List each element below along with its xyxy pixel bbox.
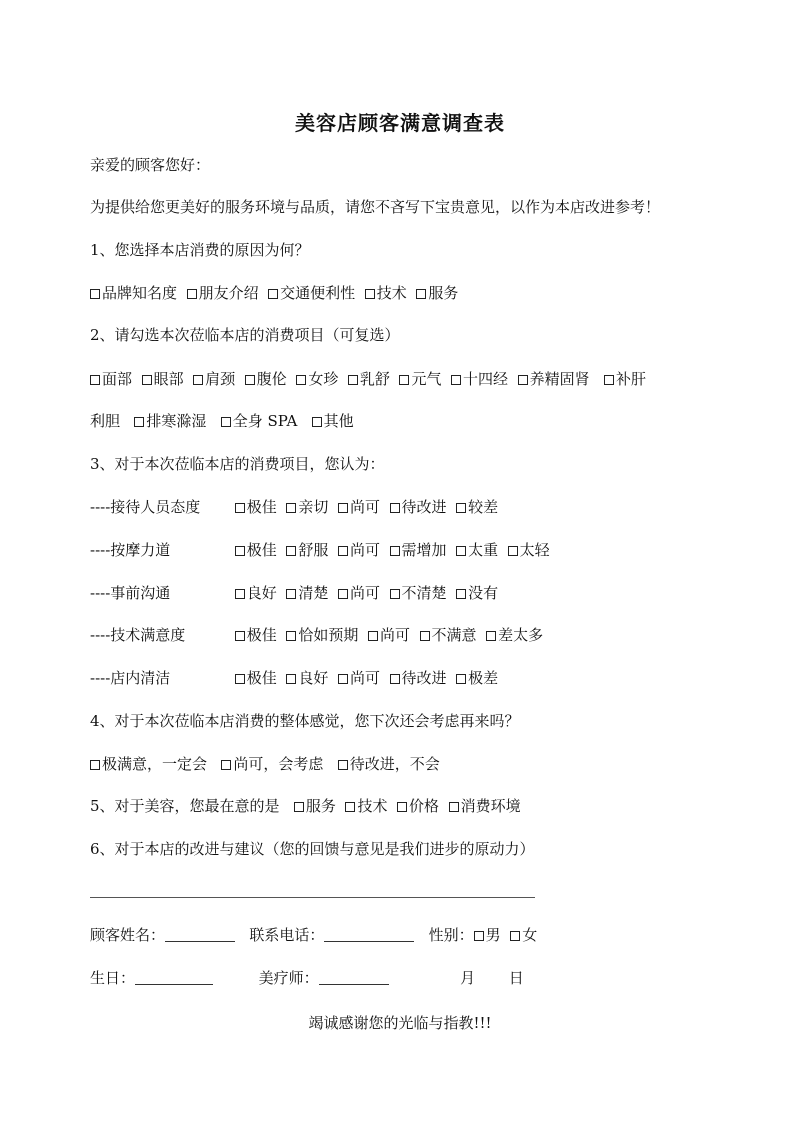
checkbox[interactable] <box>420 631 430 641</box>
q3-option[interactable]: 尚可 <box>333 668 380 688</box>
checkbox[interactable] <box>286 589 296 599</box>
q3-option[interactable]: 较差 <box>451 497 498 517</box>
checkbox[interactable] <box>235 631 245 641</box>
q1-option[interactable]: 品牌知名度 <box>90 283 177 303</box>
q5-option[interactable]: 技术 <box>341 796 388 816</box>
checkbox[interactable] <box>390 503 400 513</box>
q2-option[interactable]: 养精固肾 <box>513 369 590 389</box>
checkbox[interactable] <box>456 674 466 684</box>
q1-option[interactable]: 朋友介绍 <box>182 283 259 303</box>
checkbox[interactable] <box>286 503 296 513</box>
checkbox[interactable] <box>90 289 100 299</box>
q3-row-label: ----店内清洁 <box>90 669 171 687</box>
q3-row-label: ----按摩力道 <box>90 541 171 559</box>
checkbox[interactable] <box>294 802 304 812</box>
intro-text: 为提供给您更美好的服务环境与品质，请您不吝写下宝贵意见，以作为本店改进参考！ <box>90 198 661 216</box>
q2-option[interactable]: 肩颈 <box>188 369 235 389</box>
phone-field[interactable] <box>324 927 414 942</box>
q3-option[interactable]: 没有 <box>451 583 498 603</box>
q4-options <box>90 754 440 774</box>
checkbox[interactable] <box>245 375 255 385</box>
question-3: 3、对于本次莅临本店的消费项目，您认为： <box>90 455 385 473</box>
checkbox[interactable] <box>449 802 459 812</box>
checkbox[interactable] <box>221 760 231 770</box>
q2-option[interactable]: 面部 <box>90 369 132 389</box>
q5-option[interactable]: 价格 <box>392 796 439 816</box>
q5-option[interactable]: 消费环境 <box>444 796 521 816</box>
q1-option[interactable]: 技术 <box>360 283 407 303</box>
checkbox[interactable] <box>338 760 348 770</box>
checkbox[interactable] <box>90 760 100 770</box>
day-label: 日 <box>508 969 524 987</box>
checkbox[interactable] <box>456 589 466 599</box>
phone-label: 联系电话： <box>249 926 325 944</box>
gender-label: 性别： <box>428 926 474 944</box>
question-1: 1、您选择本店消费的原因为何？ <box>90 241 310 259</box>
checkbox[interactable] <box>345 802 355 812</box>
name-field[interactable] <box>165 927 235 942</box>
checkbox[interactable] <box>390 546 400 556</box>
q3-row <box>90 625 543 645</box>
q5-option[interactable]: 服务 <box>284 796 336 816</box>
q2-option[interactable]: 十四经 <box>446 369 508 389</box>
q3-option[interactable]: 亲切 <box>282 497 329 517</box>
q3-option[interactable]: 极佳 <box>235 625 277 645</box>
q1-options <box>90 283 458 303</box>
therapist-field[interactable] <box>319 970 389 985</box>
q3-row-label: ----技术满意度 <box>90 626 186 644</box>
q2-option[interactable]: 乳舒 <box>343 369 390 389</box>
q3-row <box>90 497 498 517</box>
checkbox[interactable] <box>187 289 197 299</box>
checkbox[interactable] <box>142 375 152 385</box>
q2-option[interactable]: 补肝 <box>594 369 646 389</box>
q4-option[interactable]: 极满意，一定会 <box>90 754 207 774</box>
checkbox[interactable] <box>451 375 461 385</box>
checkbox[interactable] <box>268 289 278 299</box>
q4-option[interactable]: 尚可，会考虑 <box>212 754 324 774</box>
contact-line <box>90 925 537 945</box>
q3-option[interactable]: 极差 <box>451 668 498 688</box>
q3-option[interactable]: 需增加 <box>385 540 447 560</box>
q2-option[interactable]: 全身 SPA <box>211 411 297 431</box>
q3-row-label: ----事前沟通 <box>90 584 171 602</box>
q3-option[interactable]: 良好 <box>282 668 329 688</box>
q2-option[interactable]: 女珍 <box>292 369 339 389</box>
q5-line <box>90 796 521 816</box>
q2-option[interactable]: 元气 <box>395 369 442 389</box>
checkbox[interactable] <box>235 674 245 684</box>
q3-option[interactable]: 尚可 <box>333 583 380 603</box>
greeting: 亲爱的顾客您好： <box>90 156 211 174</box>
q3-option[interactable]: 良好 <box>235 583 277 603</box>
checkbox[interactable] <box>486 631 496 641</box>
q1-option[interactable]: 交通便利性 <box>263 283 355 303</box>
q4-option[interactable]: 待改进，不会 <box>328 754 440 774</box>
page-title: 美容店顾客满意调查表 <box>295 111 505 135</box>
q2-option[interactable]: 其他 <box>302 411 354 431</box>
checkbox[interactable] <box>348 375 358 385</box>
checkbox[interactable] <box>365 289 375 299</box>
checkbox[interactable] <box>456 503 466 513</box>
q2-option[interactable]: 腹伦 <box>240 369 287 389</box>
checkbox[interactable] <box>235 546 245 556</box>
q3-option[interactable]: 差太多 <box>481 625 543 645</box>
checkbox[interactable] <box>397 802 407 812</box>
checkbox[interactable] <box>338 546 348 556</box>
therapist-label: 美疗师： <box>258 969 319 987</box>
checkbox[interactable] <box>286 674 296 684</box>
checkbox[interactable] <box>604 375 614 385</box>
checkbox[interactable] <box>338 674 348 684</box>
suggestion-input-line[interactable] <box>90 897 535 898</box>
checkbox[interactable] <box>456 546 466 556</box>
q3-option[interactable]: 清楚 <box>282 583 329 603</box>
q3-option[interactable]: 极佳 <box>235 540 277 560</box>
q3-option[interactable]: 极佳 <box>235 497 277 517</box>
checkbox[interactable] <box>368 631 378 641</box>
q3-option[interactable]: 尚可 <box>333 540 380 560</box>
checkbox[interactable] <box>312 417 322 427</box>
checkbox[interactable] <box>235 589 245 599</box>
q3-option[interactable]: 极佳 <box>235 668 277 688</box>
gender-option[interactable]: 女 <box>505 925 537 945</box>
checkbox[interactable] <box>508 546 518 556</box>
q3-option[interactable]: 尚可 <box>333 497 380 517</box>
closing-message: 竭诚感谢您的光临与指教!!! <box>308 1014 492 1032</box>
checkbox[interactable] <box>296 375 306 385</box>
checkbox[interactable] <box>474 931 484 941</box>
q3-option[interactable]: 待改进 <box>385 497 447 517</box>
month-label: 月 <box>460 969 476 987</box>
question-5: 5、对于美容，您最在意的是 <box>90 797 280 815</box>
checkbox[interactable] <box>90 375 100 385</box>
checkbox[interactable] <box>390 674 400 684</box>
checkbox[interactable] <box>338 589 348 599</box>
gender-option[interactable]: 男 <box>474 925 501 945</box>
checkbox[interactable] <box>286 546 296 556</box>
question-4: 4、对于本次莅临本店消费的整体感觉，您下次还会考虑再来吗？ <box>90 712 520 730</box>
q3-option[interactable]: 太轻 <box>503 540 550 560</box>
q3-option[interactable]: 待改进 <box>385 668 447 688</box>
q3-option[interactable]: 不满意 <box>415 625 477 645</box>
checkbox[interactable] <box>134 417 144 427</box>
q3-row-label: ----接待人员态度 <box>90 498 201 516</box>
name-label: 顾客姓名： <box>90 926 166 944</box>
q2-option-continuation: 利胆 <box>90 412 121 430</box>
q3-option[interactable]: 太重 <box>451 540 498 560</box>
checkbox[interactable] <box>338 503 348 513</box>
q3-row <box>90 668 498 688</box>
q3-option[interactable]: 舒服 <box>282 540 329 560</box>
question-2: 2、请勾选本次莅临本店的消费项目（可复选） <box>90 326 400 344</box>
checkbox[interactable] <box>286 631 296 641</box>
question-6: 6、对于本店的改进与建议（您的回馈与意见是我们进步的原动力） <box>90 840 535 858</box>
q3-option[interactable]: 不清楚 <box>385 583 447 603</box>
birthday-field[interactable] <box>135 970 213 985</box>
checkbox[interactable] <box>416 289 426 299</box>
q2-option[interactable]: 排寒滁湿 <box>125 411 207 431</box>
q3-row <box>90 583 498 603</box>
q1-option[interactable]: 服务 <box>412 283 459 303</box>
checkbox[interactable] <box>390 589 400 599</box>
checkbox[interactable] <box>235 503 245 513</box>
checkbox[interactable] <box>518 375 528 385</box>
checkbox[interactable] <box>221 417 231 427</box>
q3-option[interactable]: 恰如预期 <box>282 625 359 645</box>
checkbox[interactable] <box>193 375 203 385</box>
birthday-line <box>90 968 524 988</box>
q2-option[interactable]: 眼部 <box>137 369 184 389</box>
birthday-label: 生日： <box>90 969 136 987</box>
q3-row <box>90 540 550 560</box>
q2-options-line1 <box>90 369 646 389</box>
checkbox[interactable] <box>399 375 409 385</box>
q2-options-line2 <box>90 411 354 431</box>
q3-option[interactable]: 尚可 <box>363 625 410 645</box>
checkbox[interactable] <box>510 931 520 941</box>
